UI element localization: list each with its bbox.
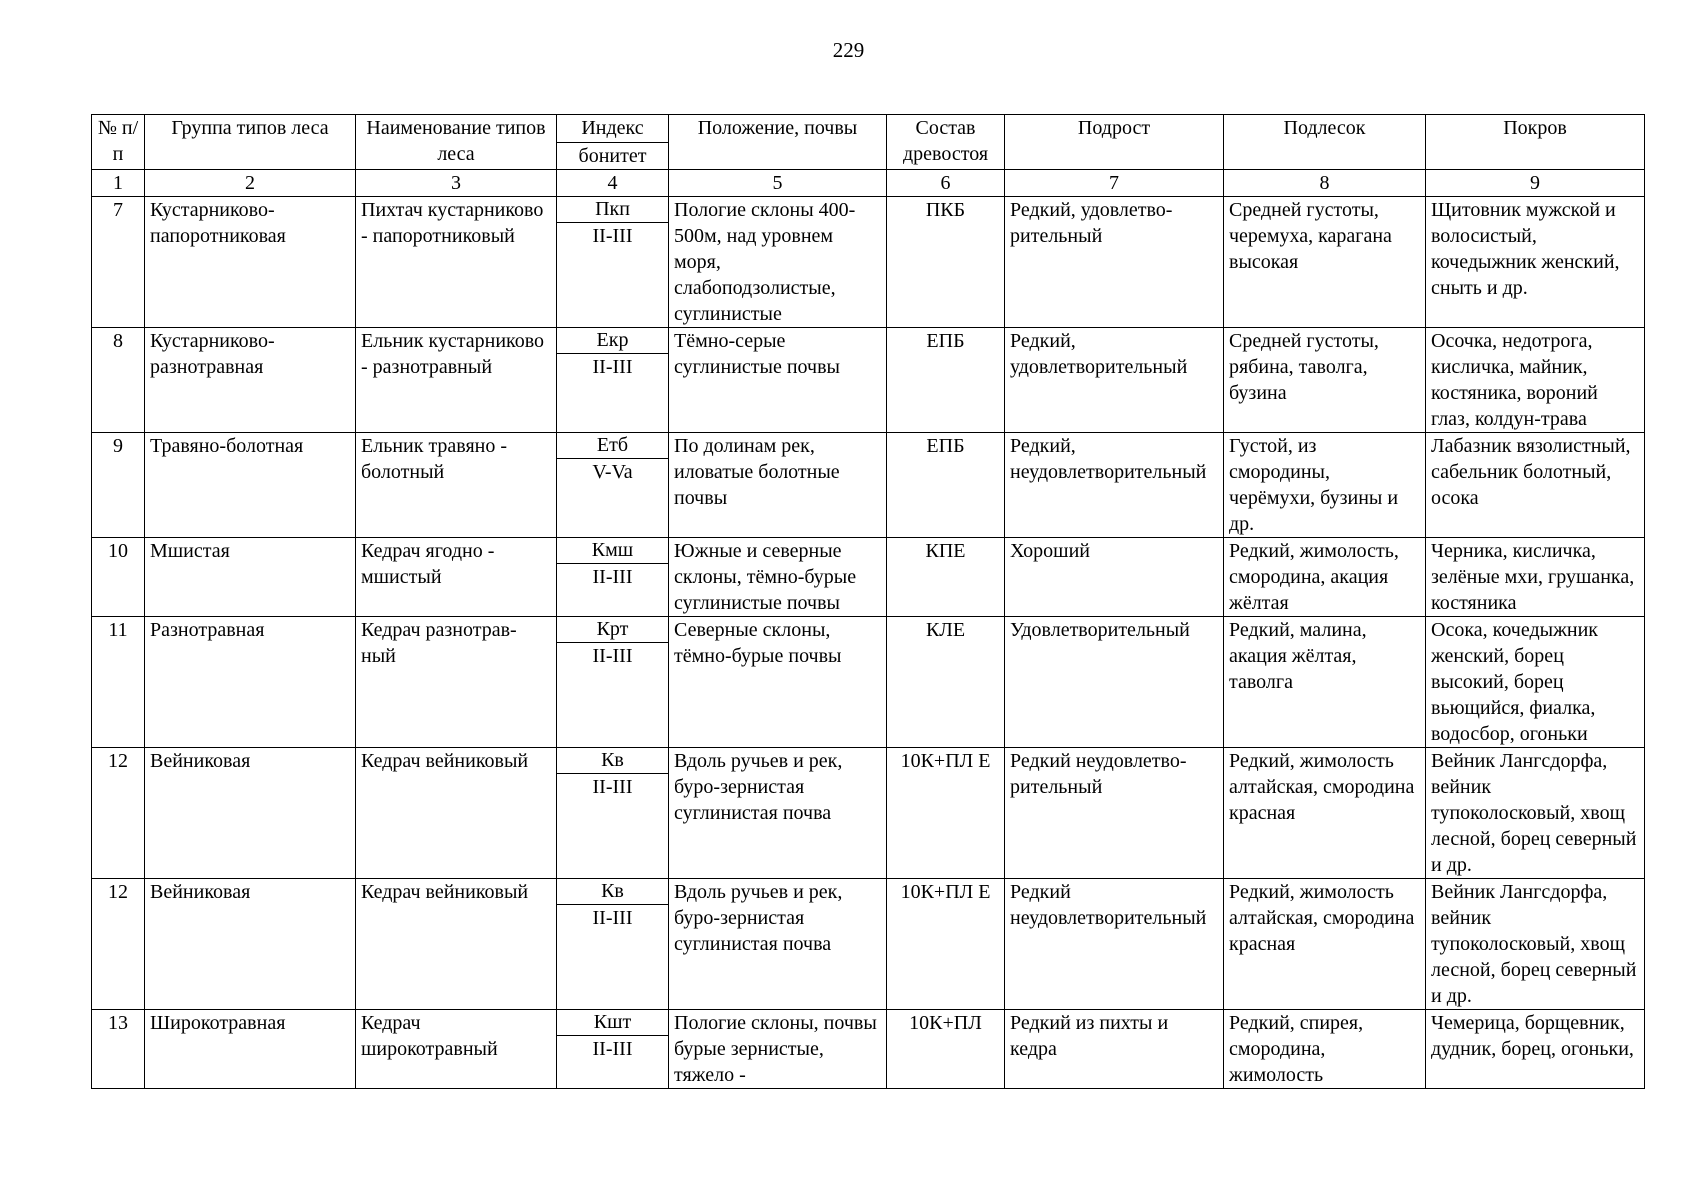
- column-number: 4: [557, 170, 669, 197]
- row-num: 7: [92, 197, 145, 328]
- column-number: 6: [887, 170, 1005, 197]
- table-row: [92, 328, 1645, 354]
- forest-type-name: Кедрач ягодно - мшистый: [356, 538, 557, 617]
- bonitet: II-III: [557, 354, 669, 433]
- table-row: [92, 617, 1645, 643]
- forest-index: Етб: [557, 433, 669, 459]
- header-group: Группа типов леса: [145, 115, 356, 170]
- column-number: 1: [92, 170, 145, 197]
- table-body: [92, 197, 1645, 1089]
- stand-composition: КЛЕ: [887, 617, 1005, 748]
- undergrowth: Редкий неудовлетворительный: [1005, 879, 1224, 1010]
- ground-cover: Лабазник вязолистный, сабельник болотный, осока: [1426, 433, 1645, 538]
- position-soil: Тёмно-серые суглинистые почвы: [669, 328, 887, 433]
- header-num: № п/п: [92, 115, 145, 170]
- table-row: [92, 748, 1645, 774]
- row-num: 12: [92, 748, 145, 879]
- forest-index: Кв: [557, 879, 669, 905]
- ground-cover: Чемерица, борщевник, дудник, борец, огоньки,: [1426, 1010, 1645, 1089]
- forest-type-name: Ельник травяно - болотный: [356, 433, 557, 538]
- table-row: [92, 433, 1645, 459]
- forest-group: Травяно-болотная: [145, 433, 356, 538]
- underbrush: Редкий, жимолость алтайская, смородина красная: [1224, 879, 1426, 1010]
- forest-type-name: Кедрач разнотрав-ный: [356, 617, 557, 748]
- bonitet: II-III: [557, 643, 669, 748]
- underbrush: Редкий, малина, акация жёлтая, таволга: [1224, 617, 1426, 748]
- row-num: 13: [92, 1010, 145, 1089]
- stand-composition: ЕПБ: [887, 328, 1005, 433]
- underbrush: Густой, из смородины, черёмухи, бузины и др.: [1224, 433, 1426, 538]
- column-number: 7: [1005, 170, 1224, 197]
- position-soil: Северные склоны, тёмно-бурые почвы: [669, 617, 887, 748]
- forest-index: Крт: [557, 617, 669, 643]
- ground-cover: Осочка, недотрога, кисличка, майник, костяника, вороний глаз, колдун-трава: [1426, 328, 1645, 433]
- underbrush: Редкий, жимолость алтайская, смородина красная: [1224, 748, 1426, 879]
- header-bonitet: бонитет: [557, 143, 669, 170]
- forest-index: Екр: [557, 328, 669, 354]
- row-num: 12: [92, 879, 145, 1010]
- table-row: [92, 538, 1645, 564]
- table-row: [92, 1010, 1645, 1036]
- header-undergrowth: Подрост: [1005, 115, 1224, 170]
- forest-group: Широкотравная: [145, 1010, 356, 1089]
- ground-cover: Осока, кочедыжник женский, борец высокий, борец вьющийся, фиалка, водосбор, огоньки: [1426, 617, 1645, 748]
- bonitet: II-III: [557, 223, 669, 328]
- stand-composition: ЕПБ: [887, 433, 1005, 538]
- bonitet: II-III: [557, 774, 669, 879]
- undergrowth: Хороший: [1005, 538, 1224, 617]
- header-index: Индекс: [557, 115, 669, 143]
- underbrush: Редкий, жимолость, смородина, акация жёлтая: [1224, 538, 1426, 617]
- forest-group: Вейниковая: [145, 879, 356, 1010]
- stand-composition: 10К+ПЛ Е: [887, 748, 1005, 879]
- position-soil: Пологие склоны 400-500м, над уровнем моря, слабоподзолистые, суглинистые: [669, 197, 887, 328]
- header-name: Наименование типов леса: [356, 115, 557, 170]
- ground-cover: Вейник Лангсдорфа, вейник тупоколосковый, хвощ лесной, борец северный и др.: [1426, 879, 1645, 1010]
- table-row: [92, 197, 1645, 223]
- header-cover: Покров: [1426, 115, 1645, 170]
- forest-index: Пкп: [557, 197, 669, 223]
- stand-composition: ПКБ: [887, 197, 1005, 328]
- undergrowth: Редкий из пихты и кедра: [1005, 1010, 1224, 1089]
- position-soil: Пологие склоны, почвы бурые зернистые, тяжело -: [669, 1010, 887, 1089]
- header-composition: Состав древостоя: [887, 115, 1005, 170]
- stand-composition: 10К+ПЛ: [887, 1010, 1005, 1089]
- ground-cover: Черника, кисличка, зелёные мхи, грушанка, костяника: [1426, 538, 1645, 617]
- ground-cover: Вейник Лангсдорфа, вейник тупоколосковый, хвощ лесной, борец северный и др.: [1426, 748, 1645, 879]
- position-soil: По долинам рек, иловатые болотные почвы: [669, 433, 887, 538]
- forest-types-table: [91, 114, 1645, 1089]
- column-numbers-row: [92, 170, 1645, 197]
- row-num: 9: [92, 433, 145, 538]
- header-position: Положение, почвы: [669, 115, 887, 170]
- bonitet: II-III: [557, 564, 669, 617]
- ground-cover: Щитовник мужской и волосистый, кочедыжник женский, сныть и др.: [1426, 197, 1645, 328]
- column-number: 9: [1426, 170, 1645, 197]
- forest-group: Мшистая: [145, 538, 356, 617]
- stand-composition: 10К+ПЛ Е: [887, 879, 1005, 1010]
- forest-type-name: Ельник кустарниково - разнотравный: [356, 328, 557, 433]
- table-row: [92, 879, 1645, 905]
- forest-index: Кмш: [557, 538, 669, 564]
- column-number: 5: [669, 170, 887, 197]
- undergrowth: Удовлетворительный: [1005, 617, 1224, 748]
- forest-type-name: Кедрач вейниковый: [356, 879, 557, 1010]
- bonitet: V-Va: [557, 459, 669, 538]
- forest-type-name: Кедрач широкотравный: [356, 1010, 557, 1089]
- bonitet: II-III: [557, 1036, 669, 1089]
- position-soil: Южные и северные склоны, тёмно-бурые суглинистые почвы: [669, 538, 887, 617]
- page-number: 229: [832, 38, 865, 62]
- forest-type-name: Пихтач кустарниково - папоротниковый: [356, 197, 557, 328]
- column-number: 8: [1224, 170, 1426, 197]
- column-number: 3: [356, 170, 557, 197]
- row-num: 10: [92, 538, 145, 617]
- bonitet: II-III: [557, 905, 669, 1010]
- undergrowth: Редкий, удовлетво-рительный: [1005, 197, 1224, 328]
- table-header: [92, 115, 1645, 197]
- undergrowth: Редкий неудовлетво-рительный: [1005, 748, 1224, 879]
- row-num: 8: [92, 328, 145, 433]
- position-soil: Вдоль ручьев и рек, буро-зернистая суглинистая почва: [669, 879, 887, 1010]
- forest-index: Кв: [557, 748, 669, 774]
- column-number: 2: [145, 170, 356, 197]
- undergrowth: Редкий, неудовлетворительный: [1005, 433, 1224, 538]
- undergrowth: Редкий, удовлетворительный: [1005, 328, 1224, 433]
- position-soil: Вдоль ручьев и рек, буро-зернистая суглинистая почва: [669, 748, 887, 879]
- underbrush: Средней густоты, рябина, таволга, бузина: [1224, 328, 1426, 433]
- row-num: 11: [92, 617, 145, 748]
- forest-group: Кустарниково-папоротниковая: [145, 197, 356, 328]
- stand-composition: КПЕ: [887, 538, 1005, 617]
- underbrush: Средней густоты, черемуха, карагана высокая: [1224, 197, 1426, 328]
- forest-group: Вейниковая: [145, 748, 356, 879]
- forest-type-name: Кедрач вейниковый: [356, 748, 557, 879]
- forest-group: Разнотравная: [145, 617, 356, 748]
- underbrush: Редкий, спирея, смородина, жимолость: [1224, 1010, 1426, 1089]
- forest-group: Кустарниково-разнотравная: [145, 328, 356, 433]
- forest-index: Кшт: [557, 1010, 669, 1036]
- header-underbrush: Подлесок: [1224, 115, 1426, 170]
